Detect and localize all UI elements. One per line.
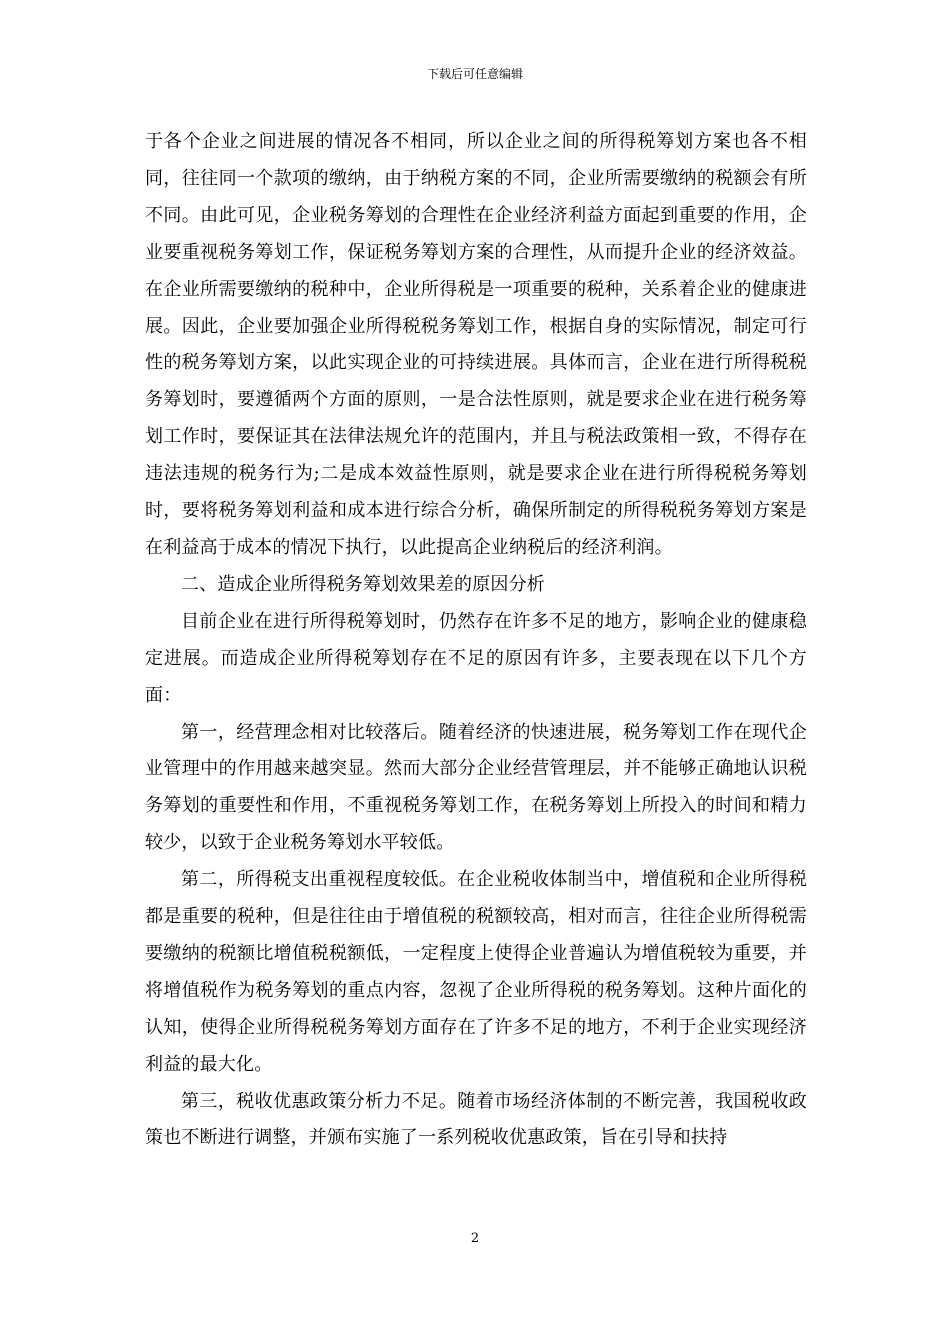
section-heading: 二、造成企业所得税务筹划效果差的原因分析 bbox=[181, 573, 545, 595]
page-number: 2 bbox=[470, 1231, 480, 1246]
body-paragraph: 于各个企业之间进展的情况各不相同，所以企业之间的所得税筹划方案也各不相同，往往同一个款项的缴纳，由于纳税方案的不同，企业所需要缴纳的税额会有所不同。由此可见，企业税务筹划的合理性在企业经济利益方面起到重要的作用，企业要重视税务筹划工作，保证税务筹划方案的合理性，从而提升企业的经济效益。在企业所需要缴纳的税种中，企业所得税是一项重要的税种，关系着企业的健康进展。因此，企业要加强企业所得税税务筹划工作，根据自身的实际情况，制定可行性的税务筹划方案，以此实现企业的可持续进展。具体而言，企业在进行所得税税务筹划时，要遵循两个方面的原则，一是合法性原则，就是要求企业在进行税务筹划工作时，要保证其在法律法规允许的范围内，并且与税法政策相一致，不得存在违法违规的税务行为;二是成本效益性原则，就是要求企业在进行所得税税务筹划时，要将税务筹划利益和成本进行综合分析，确保所制定的所得税税务筹划方案是在利益高于成本的情况下执行，以此提高企业纳税后的经济利润。 bbox=[145, 131, 807, 558]
body-paragraph: 目前企业在进行所得税筹划时，仍然存在许多不足的地方，影响企业的健康稳定进展。而造成企业所得税筹划存在不足的原因有许多，主要表现在以下几个方面： bbox=[145, 610, 807, 706]
page-header: 下载后可任意编辑 bbox=[426, 67, 523, 81]
body-paragraph: 第二，所得税支出重视程度较低。在企业税收体制当中，增值税和企业所得税都是重要的税种，但是往往由于增值税的税额较高，相对而言，往往企业所得税需要缴纳的税额比增值税税额低，一定程度上使得企业普遍认为增值税较为重要，并将增值税作为税务筹划的重点内容，忽视了企业所得税的税务筹划。这种片面化的认知，使得企业所得税税务筹划方面存在了许多不足的地方，不利于企业实现经济利益的最大化。 bbox=[145, 869, 807, 1075]
document-body bbox=[145, 124, 807, 1157]
body-paragraph: 第一，经营理念相对比较落后。随着经济的快速进展，税务筹划工作在现代企业管理中的作用越来越突显。然而大部分企业经营管理层，并不能够正确地认识税务筹划的重要性和作用，不重视税务筹划工作，在税务筹划上所投入的时间和精力较少，以致于企业税务筹划水平较低。 bbox=[145, 721, 807, 854]
body-paragraph: 第三，税收优惠政策分析力不足。随着市场经济体制的不断完善，我国税收政策也不断进行调整，并颁布实施了一系列税收优惠政策，旨在引导和扶持 bbox=[145, 1090, 807, 1149]
